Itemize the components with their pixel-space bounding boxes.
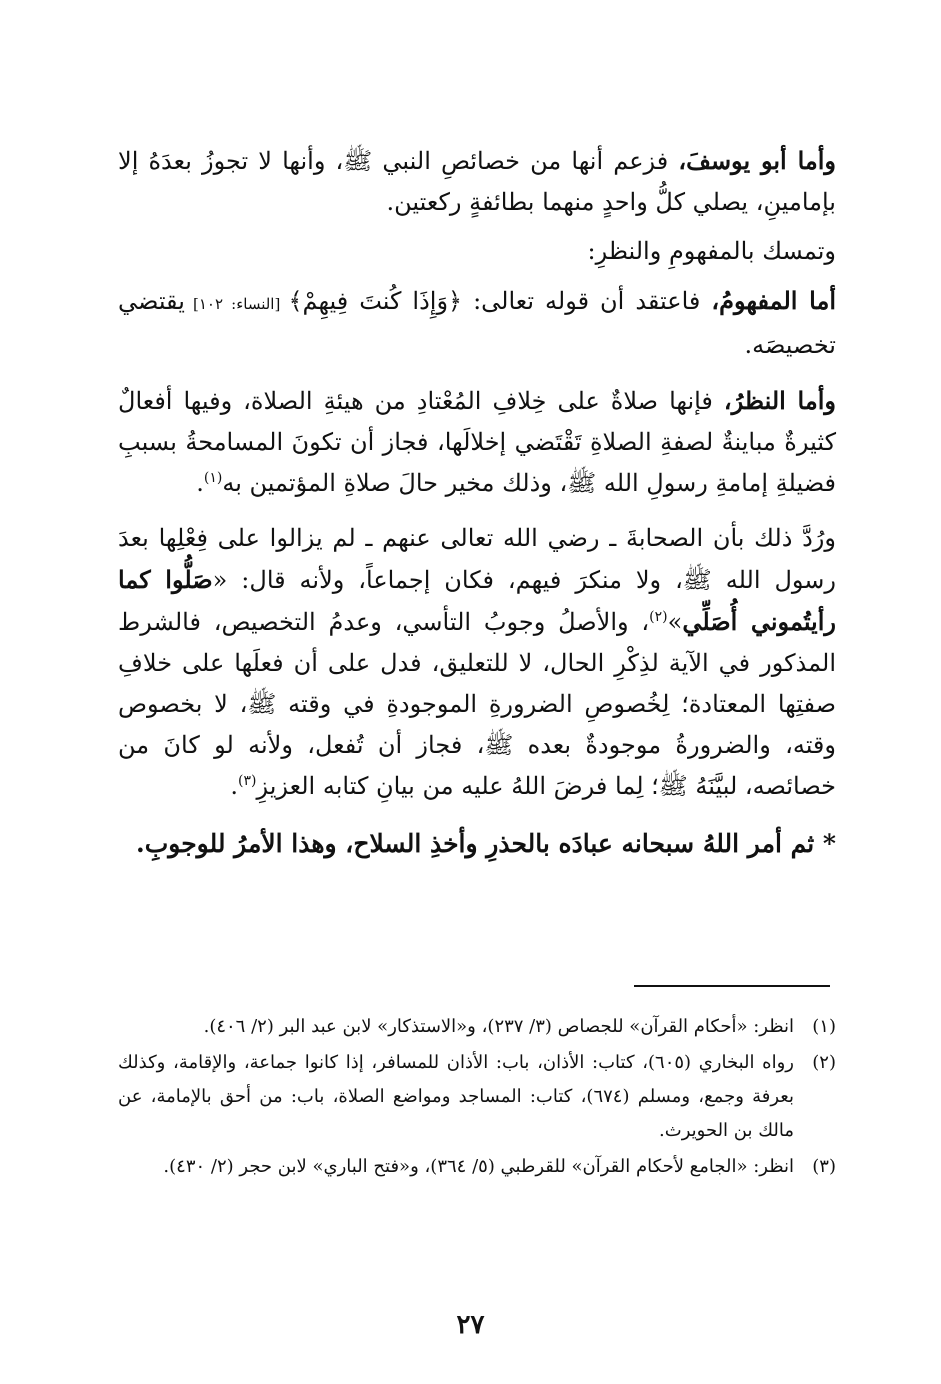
footnote-divider [634, 985, 830, 987]
footnote-item [118, 1150, 836, 1184]
paragraph-text: » [667, 608, 683, 636]
paragraph-lead: وأما النظرُ، [723, 386, 836, 415]
paragraph-mafhum [118, 280, 836, 366]
paragraph-mafhum-nazar-intro [118, 231, 836, 272]
footnote-text: انظر: «الجامع لأحكام القرآن» للقرطبي (٥/ ٣٦٤)، و«فتح الباري» لابن حجر (٢/ ٤٣٠). [163, 1156, 794, 1177]
paragraph-text: ورُدَّ ذلك بأن الصحابةَ ـ رضي الله تعالى عنهم ـ لم يزالوا على فِعْلِها بعدَ رسول الله ﷺ، ولا منكرَ فيهم، فكان إجماعاً، ولأنه قال: « [118, 524, 836, 594]
paragraph-end: . [196, 469, 204, 497]
paragraph-text: ، والأصلُ وجوبُ التأسي، وعدمُ التخصيص، فالشرط المذكور في الآية لذِكْرِ الحال، لا للتعليق، فدل على أن فعلَها على خلافِ صفتِها المعتادة؛ لِخُصوصِ الضرورةِ الموجودةِ في وقته ﷺ، لا بخصوص وقته، والضرورةُ موجودةٌ بعده ﷺ، فجاز أن تُفعل، ولأنه لو كانَ من خصائصه، لبيَّنَهُ ﷺ؛ لِما فرضَ اللهُ عليه من بيانِ كتابه العزيزِ [118, 608, 836, 800]
hadith-quote: صَلُّوا كما رأيتُموني أُصَلِّي [118, 565, 836, 636]
paragraph-text: فإنها صلاةٌ على خِلافِ المُعْتادِ من هيئةِ الصلاة، وفيها أفعالٌ كثيرةٌ مباينةٌ لصفةِ الصلاةِ تَقْتَضي إخلالَها، فجاز أن تكونَ المسامحةُ بسببِ فضيلةِ إمامةِ رسولِ الله ﷺ، وذلك مخير حالَ صلاةِ المؤتمين به [118, 387, 836, 497]
paragraph-text: وتمسك بالمفهومِ والنظرِ: [587, 237, 836, 265]
footnote-text: رواه البخاري (٦٠٥)، كتاب: الأذان، باب: الأذان للمسافر، إذا كانوا جماعة، والإقامة، وكذلك بعرفة وجمع، ومسلم (٦٧٤)، كتاب: المساجد ومواضع الصلاة، باب: من أحق بالإمامة، عن مالك بن الحويرث. [118, 1052, 795, 1141]
paragraph-end: . [230, 772, 239, 800]
quran-quote: ﴿وَإِذَا كُنتَ فِيهِمْ﴾ [288, 287, 463, 315]
paragraph-text: يقتضي تخصيصَه. [118, 287, 836, 359]
footnote-reference[interactable]: (٣) [238, 773, 257, 789]
footnote-item [118, 1010, 836, 1044]
paragraph-rebuttal [118, 518, 836, 807]
closing-statement: * ثم أمر اللهُ سبحانه عبادَه بالحذرِ وأخذِ السلاح، وهذا الأمرُ للوجوبِ. [136, 829, 836, 858]
page-number: ٢٧ [456, 1310, 485, 1340]
footnote-item [118, 1046, 836, 1148]
footnote-number: (١) [812, 1016, 836, 1037]
paragraph-text: فاعتقد أن قوله تعالى: [462, 287, 712, 315]
quran-citation: [النساء: ١٠٢] [184, 295, 289, 313]
paragraph-lead: وأما أبو يوسفَ، [678, 146, 836, 175]
footnote-reference[interactable]: (١) [203, 470, 223, 486]
paragraph-text: فزعم أنها من خصائصِ النبي ﷺ، وأنها لا تجوزُ بعدَهُ إلا بإمامينِ، يصلي كلُّ واحدٍ منهما بطائفةٍ ركعتين. [118, 147, 836, 216]
paragraph-abu-yusuf [118, 140, 836, 223]
main-text [118, 140, 836, 864]
paragraph-nazar [118, 380, 836, 504]
footnote-number: (٢) [812, 1052, 836, 1073]
footnotes [118, 1010, 836, 1186]
paragraph-lead: أما المفهومُ، [711, 286, 836, 315]
footnote-text: انظر: «أحكام القرآن» للجصاص (٣/ ٢٣٧)، و«الاستذكار» لابن عبد البر (٢/ ٤٠٦). [203, 1016, 794, 1037]
footnote-reference[interactable]: (٢) [649, 609, 668, 625]
footnote-number: (٣) [812, 1156, 836, 1177]
